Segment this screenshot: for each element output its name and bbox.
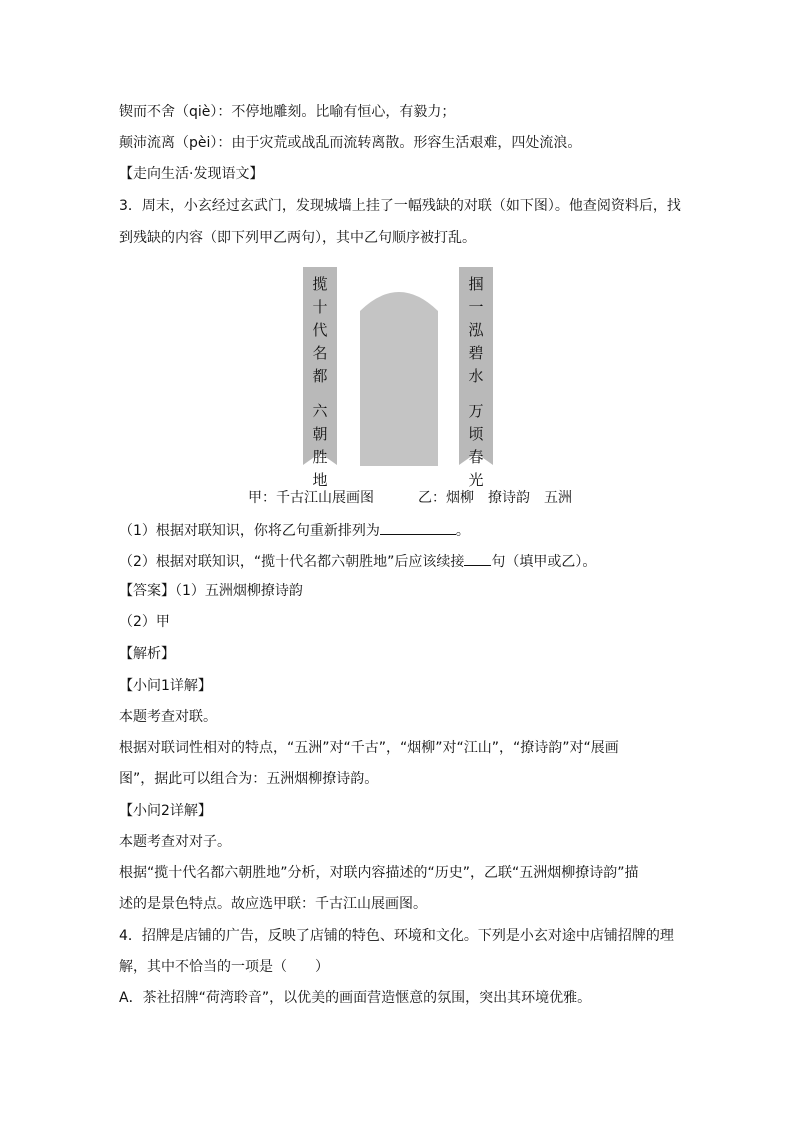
answer-blank-2 [464, 550, 491, 566]
question-4-line-2: 解，其中不恰当的一项是（ ） [119, 959, 329, 975]
right-scroll-text [459, 273, 493, 492]
subquestion-2-heading: 【小问2详解】 [119, 803, 212, 819]
option-a: A．茶社招牌“荷湾聆音”，以优美的画面营造惬意的氛围，突出其环境优雅。 [119, 990, 592, 1006]
answer-line-1: 【答案】（1）五洲烟柳撩诗韵 [119, 583, 303, 599]
left-scroll-char: 十 [312, 298, 328, 316]
blank-stone-tablet [358, 283, 440, 466]
right-scroll-char: 万 [468, 402, 484, 420]
right-scroll-char: 顷 [468, 425, 484, 443]
left-scroll-char: 地 [312, 471, 328, 489]
subquestion-1-heading: 【小问1详解】 [119, 678, 212, 694]
subquestion-2-text: （2）根据对联知识，“揽十代名都六朝胜地”后应该续接 [119, 554, 465, 570]
right-scroll-char: 春 [468, 448, 484, 466]
right-scroll-char: 掴 [468, 275, 484, 293]
right-scroll-char: 一 [468, 298, 484, 316]
answer-blank-1 [380, 519, 456, 535]
right-scroll [459, 267, 493, 489]
left-scroll-text [303, 273, 337, 492]
left-scroll-char: 代 [312, 321, 328, 339]
question-3-line-2: 到残缺的内容（即下列甲乙两句），其中乙句顺序被打乱。 [119, 230, 476, 246]
right-scroll-char: 碧 [468, 344, 484, 362]
caption-jia: 甲：千古江山展画图 [248, 490, 374, 506]
explanation-2b: 根据“揽十代名都六朝胜地”分析，对联内容描述的“历史”，乙联“五洲烟柳撩诗韵”描 [119, 865, 639, 881]
explanation-1c: 图”，据此可以组合为：五洲烟柳撩诗韵。 [119, 771, 379, 787]
explanation-2c: 述的是景色特点。故应选甲联：千古江山展画图。 [119, 896, 427, 912]
left-scroll-char: 胜 [312, 448, 328, 466]
right-scroll-char: 光 [468, 471, 484, 489]
text-line-1: 锲而不舍（qiè）：不停地雕刻。比喻有恒心，有毅力； [119, 104, 456, 120]
question-3-line-1: 3．周末，小玄经过玄武门，发现城墙上挂了一幅残缺的对联（如下图）。他查阅资料后，找 [119, 198, 681, 214]
explanation-1b: 根据对联词性相对的特点，“五洲”对“千古”，“烟柳”对“江山”，“撩诗韵”对“展画 [119, 740, 619, 756]
explanation-2a: 本题考查对对子。 [119, 834, 231, 850]
left-scroll-char: 都 [312, 367, 328, 385]
left-scroll-char: 六 [312, 402, 328, 420]
answer-line-2: （2）甲 [119, 614, 170, 630]
subquestion-2-end: 句（填甲或乙）。 [491, 554, 597, 570]
text-line-2: 颠沛流离（pèi）：由于灾荒或战乱而流转离散。形容生活艰难，四处流浪。 [119, 135, 582, 151]
subquestion-2 [119, 550, 596, 572]
subquestion-1-text: （1）根据对联知识，你将乙句重新排列为 [119, 523, 380, 539]
subquestion-1 [119, 519, 470, 541]
right-scroll-char: 泓 [468, 321, 484, 339]
left-scroll-gap [303, 388, 337, 400]
left-scroll-char: 名 [312, 344, 328, 362]
left-scroll-char: 揽 [312, 275, 328, 293]
section-heading: 【走向生活·发现语文】 [119, 166, 264, 182]
subquestion-1-end: 。 [455, 523, 470, 539]
right-scroll-gap [459, 388, 493, 400]
right-scroll-char: 水 [468, 367, 484, 385]
caption-yi: 乙：烟柳 撩诗韵 五洲 [418, 490, 572, 506]
question-4-line-1: 4．招牌是店铺的广告，反映了店铺的特色、环境和文化。下列是小玄对途中店铺招牌的理 [119, 928, 674, 944]
explanation-1a: 本题考查对联。 [119, 709, 217, 725]
analysis-heading: 【解析】 [119, 646, 175, 662]
left-scroll [303, 267, 337, 489]
left-scroll-char: 朝 [312, 425, 328, 443]
